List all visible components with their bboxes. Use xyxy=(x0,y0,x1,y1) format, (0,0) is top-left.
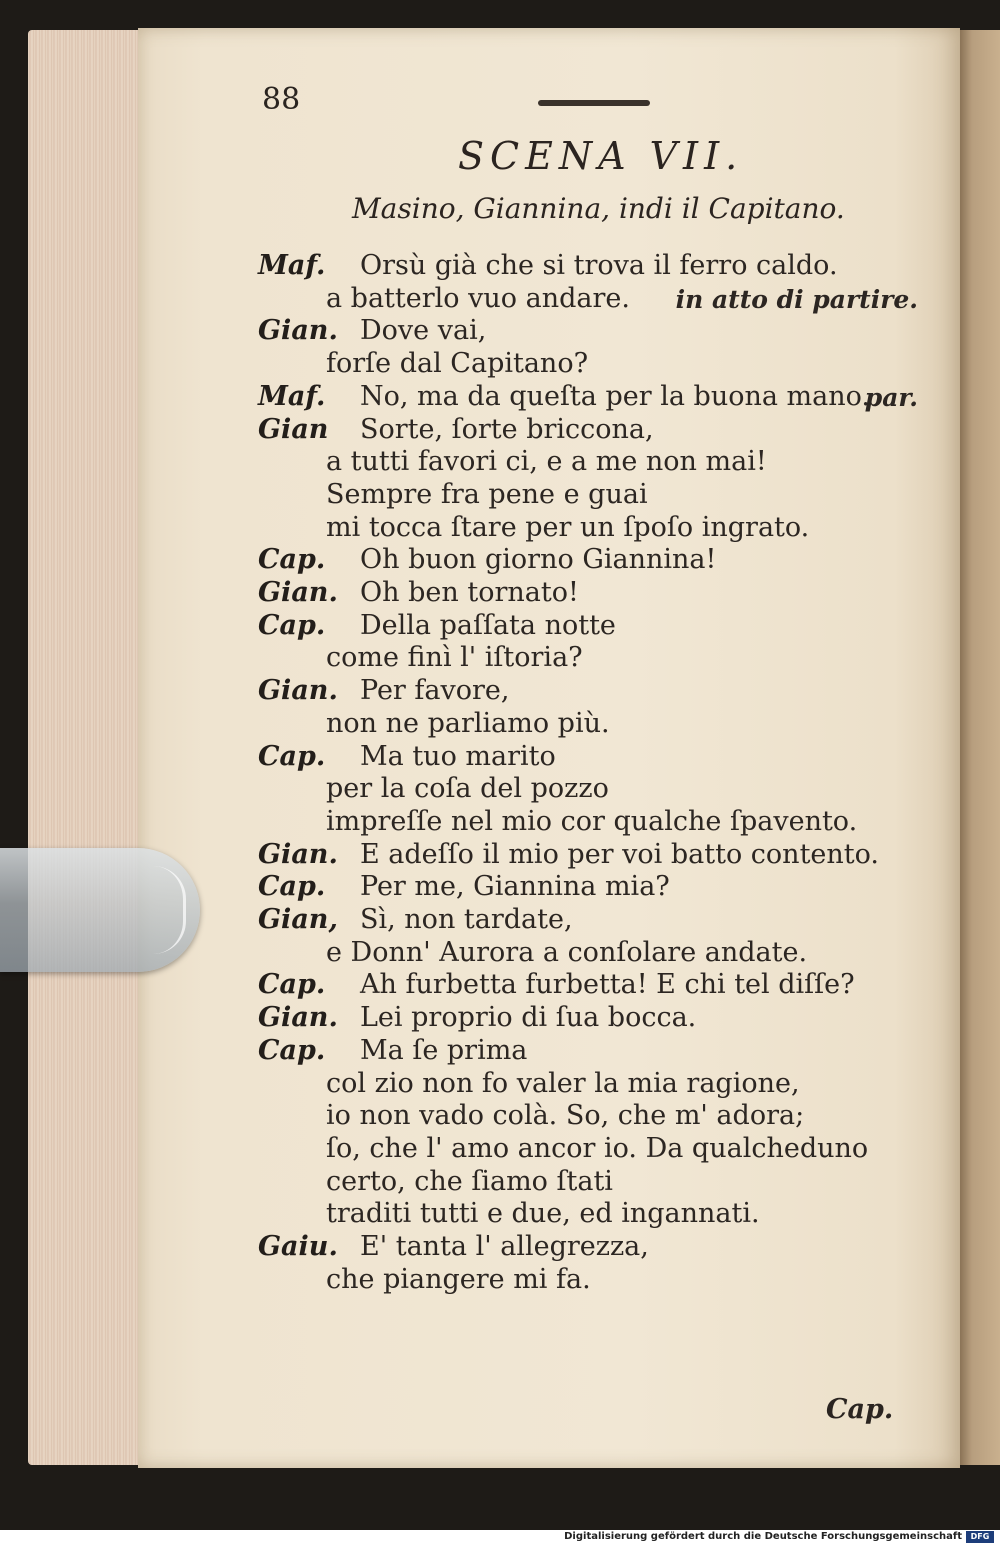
scene-characters: Masino, Giannina, indi il Capitano. xyxy=(352,192,845,225)
dialogue-line: Per me, Giannina mia? xyxy=(360,871,670,903)
dialogue-line: a tutti favori ci, e a me non mai! xyxy=(326,446,767,478)
footer-credit: Digitalisierung gefördert durch die Deutsche Forschungsgemeinschaft xyxy=(564,1531,962,1542)
speaker-label: Cap. xyxy=(258,1034,326,1066)
dialogue-line: e Donn' Aurora a conſolare andate. xyxy=(326,936,808,968)
dialogue-line: Dove vai, xyxy=(360,315,487,347)
speaker-label: Maf. xyxy=(258,380,326,412)
speaker-label: Gian. xyxy=(258,838,338,870)
glass-clamp xyxy=(0,848,200,972)
dialogue-line: col zio non fo valer la mia ragione, xyxy=(326,1067,800,1099)
speaker-label: Cap. xyxy=(258,871,326,903)
speaker-label: Gian xyxy=(258,413,329,445)
speaker-label: Gian, xyxy=(258,904,338,935)
dfg-logo: DFG xyxy=(966,1531,994,1543)
page-number: 88 xyxy=(262,82,301,117)
speaker-label: Gian. xyxy=(258,1002,338,1034)
dialogue-line: certo, che ſiamo ſtati xyxy=(326,1165,613,1197)
speaker-label: Cap. xyxy=(258,609,326,641)
dialogue-line: E adeſſo il mio per voi batto contento. xyxy=(360,838,879,870)
speaker-label: Maf. xyxy=(258,250,326,281)
dialogue-line: ſo, che l' amo ancor io. Da qualcheduno xyxy=(326,1132,869,1164)
speaker-label: Gian. xyxy=(258,577,338,608)
scene-title: SCENA VII. xyxy=(458,134,744,178)
stage-direction: in atto di partire. xyxy=(675,284,918,314)
dialogue-line: impreſſe nel mio cor qualche ſpavento. xyxy=(326,805,858,837)
dialogue-line: Sorte, ſorte briccona, xyxy=(360,413,654,445)
dialogue-line: per la coſa del pozzo xyxy=(326,773,609,805)
stage-direction: par. xyxy=(864,382,918,412)
dialogue-line: traditi tutti e due, ed ingannati. xyxy=(326,1198,760,1230)
dialogue-line: E' tanta l' allegrezza, xyxy=(360,1231,649,1262)
speaker-label: Gian. xyxy=(258,315,338,347)
speaker-label: Gaiu. xyxy=(258,1231,338,1262)
speaker-label: Cap. xyxy=(258,544,326,576)
speaker-label: Gian. xyxy=(258,675,338,707)
page-stack-edge xyxy=(28,30,148,1465)
dialogue-line: come finì l' iſtoria? xyxy=(326,642,583,674)
header-rule xyxy=(538,100,650,106)
catchword: Cap. xyxy=(826,1394,894,1425)
dialogue-line: che piangere mi fa. xyxy=(326,1263,591,1295)
dialogue-line: Della paſſata notte xyxy=(360,609,616,641)
dialogue-line: non ne parliamo più. xyxy=(326,707,610,739)
dialogue-line: Orsù già che si trova il ferro caldo. xyxy=(360,250,838,281)
dialogue-line: Ah furbetta furbetta! E chi tel diſſe? xyxy=(360,969,855,1001)
facing-page-edge xyxy=(960,30,1000,1465)
dialogue-line: Oh ben tornato! xyxy=(360,577,579,608)
dialogue-line: Per favore, xyxy=(360,675,510,707)
dialogue-line: Sì, non tardate, xyxy=(360,904,573,935)
dialogue-line: a batterlo vuo andare. xyxy=(326,282,630,314)
dialogue-line: Ma ſe prima xyxy=(360,1034,528,1066)
dialogue-line: Oh buon giorno Giannina! xyxy=(360,544,717,576)
dialogue-line: No, ma da queſta per la buona mano. xyxy=(360,380,870,412)
dialogue-line: mi tocca ſtare per un ſpoſo ingrato. xyxy=(326,511,810,543)
speaker-label: Cap. xyxy=(258,969,326,1001)
dialogue-line: io non vado colà. So, che m' adora; xyxy=(326,1100,805,1132)
dialogue-line: Ma tuo marito xyxy=(360,740,556,772)
speaker-label: Cap. xyxy=(258,740,326,772)
dialogue-line: Sempre fra pene e guai xyxy=(326,478,648,510)
dialogue-line: Lei proprio di ſua bocca. xyxy=(360,1002,697,1034)
dialogue-line: forſe dal Capitano? xyxy=(326,348,589,380)
